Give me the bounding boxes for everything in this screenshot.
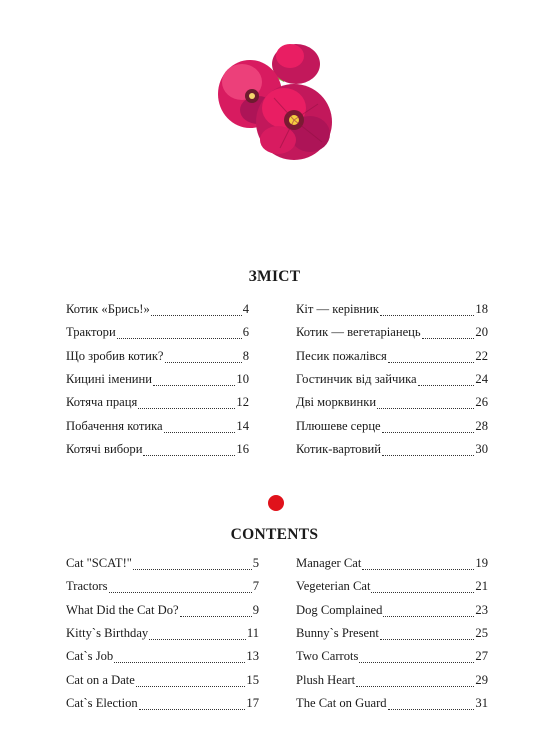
toc-entry-page-number: 24 [475, 371, 488, 386]
toc-entry-title: Котик «Брись!» [66, 302, 150, 316]
toc-entry[interactable] [66, 372, 249, 390]
toc-entry-title: Трактори [66, 325, 116, 340]
toc-entry[interactable] [296, 603, 488, 621]
red-dot-icon [268, 495, 284, 511]
toc-entry-page-number: 5 [252, 556, 259, 570]
toc-entry-page-number: 30 [475, 441, 488, 456]
toc-entry-page-number: 6 [242, 325, 249, 340]
toc-entry-page-number: 15 [246, 672, 259, 687]
toc-entry-page-number: 18 [475, 302, 488, 316]
toc-entry-title: Dog Complained [296, 602, 383, 617]
toc-entry-title: Плюшеве серце [296, 418, 381, 433]
toc-entry-page-number: 7 [252, 579, 259, 594]
dot-leader [138, 407, 235, 409]
dot-leader [359, 661, 474, 663]
toc-entry[interactable] [296, 649, 488, 667]
toc-entry[interactable] [296, 372, 488, 390]
toc-entry[interactable] [66, 556, 259, 574]
toc-entry-title: Котик-вартовий [296, 441, 382, 456]
toc-entry-title: Котяча праця [66, 395, 138, 410]
dot-leader [133, 568, 252, 570]
toc-entry-page-number: 22 [475, 348, 488, 363]
dot-leader [371, 591, 474, 593]
toc-entry-title: Manager Cat [296, 556, 362, 570]
dot-leader [362, 568, 474, 570]
toc-entry-page-number: 28 [475, 418, 488, 433]
toc-entry-title: Песик пожалівся [296, 348, 387, 363]
toc-entry[interactable] [66, 419, 249, 437]
toc-entry-page-number: 8 [242, 348, 249, 363]
toc-entry[interactable] [296, 579, 488, 597]
dot-leader [418, 384, 475, 386]
toc-entry-page-number: 10 [236, 371, 249, 386]
toc-entry-title: Cat on a Date [66, 672, 135, 687]
dot-leader [114, 661, 245, 663]
toc-entry-title: Two Carrots [296, 649, 359, 664]
toc-entry-page-number: 29 [475, 672, 488, 687]
toc-entry-title: Дві морквинки [296, 395, 377, 410]
toc-entry-page-number: 31 [475, 695, 488, 710]
toc-entry-title: Cat "SCAT!" [66, 556, 132, 570]
contents-heading-ukrainian: ЗМІСТ [248, 268, 301, 285]
flower-illustration-icon [214, 38, 336, 166]
dot-leader [377, 407, 474, 409]
dot-leader [382, 454, 474, 456]
toc-entry-title: Кицині іменини [66, 371, 153, 386]
toc-entry-page-number: 14 [236, 418, 249, 433]
toc-entry[interactable] [296, 419, 488, 437]
toc-entry[interactable] [66, 325, 249, 343]
dot-leader [380, 314, 474, 316]
contents-heading-english: CONTENTS [230, 526, 319, 543]
dot-leader [143, 454, 235, 456]
toc-entry[interactable] [296, 556, 488, 574]
toc-entry-title: Кіт — керівник [296, 302, 380, 316]
toc-entry[interactable] [66, 302, 249, 320]
dot-leader [356, 685, 474, 687]
toc-entry-title: Гостинчик від зайчика [296, 371, 417, 386]
dot-leader [388, 708, 475, 710]
dot-leader [164, 431, 236, 433]
toc-entry-title: Побачення котика [66, 418, 163, 433]
dot-leader [422, 337, 475, 339]
toc-entry[interactable] [66, 442, 249, 460]
dot-leader [151, 314, 242, 316]
toc-entry[interactable] [296, 325, 488, 343]
toc-entry-title: Що зробив котик? [66, 348, 164, 363]
toc-entry-page-number: 16 [236, 441, 249, 456]
toc-entry-page-number: 4 [242, 302, 249, 316]
dot-leader [153, 384, 235, 386]
toc-entry-page-number: 27 [475, 649, 488, 664]
toc-entry[interactable] [66, 696, 259, 714]
toc-entry[interactable] [296, 442, 488, 460]
toc-entry-title: Cat`s Election [66, 695, 138, 710]
toc-entry-page-number: 26 [475, 395, 488, 410]
dot-leader [165, 361, 242, 363]
toc-entry-title: Bunny`s Present [296, 625, 379, 640]
toc-entry-page-number: 13 [246, 649, 259, 664]
toc-entry[interactable] [66, 603, 259, 621]
dot-leader [382, 431, 475, 433]
dot-leader [109, 591, 252, 593]
toc-entry[interactable] [296, 395, 488, 413]
toc-entry[interactable] [296, 626, 488, 644]
toc-entry-title: Plush Heart [296, 672, 356, 687]
toc-entry-page-number: 25 [475, 625, 488, 640]
toc-entry[interactable] [66, 579, 259, 597]
toc-entry-page-number: 23 [475, 602, 488, 617]
toc-entry[interactable] [296, 696, 488, 714]
dot-leader [117, 337, 242, 339]
dot-leader [136, 685, 246, 687]
toc-entry[interactable] [296, 673, 488, 691]
dot-leader [149, 638, 246, 640]
toc-entry-page-number: 20 [475, 325, 488, 340]
toc-entry-title: Котячі вибори [66, 441, 143, 456]
dot-leader [139, 708, 246, 710]
toc-entry-page-number: 9 [252, 602, 259, 617]
dot-leader [383, 615, 474, 617]
toc-entry-page-number: 11 [246, 625, 259, 640]
toc-entry-title: Kitty`s Birthday [66, 625, 149, 640]
dot-leader [388, 361, 475, 363]
toc-entry[interactable] [66, 349, 249, 367]
toc-entry-title: The Cat on Guard [296, 695, 387, 710]
toc-entry-title: Котик — вегетаріанець [296, 325, 421, 340]
toc-entry[interactable] [66, 673, 259, 691]
toc-entry-title: Tractors [66, 579, 108, 594]
toc-entry-page-number: 19 [475, 556, 488, 570]
dot-leader [380, 638, 475, 640]
toc-entry[interactable] [296, 349, 488, 367]
toc-entry[interactable] [296, 302, 488, 320]
toc-entry-page-number: 21 [475, 579, 488, 594]
toc-entry-title: Vegeterian Cat [296, 579, 371, 594]
dot-leader [180, 615, 252, 617]
toc-entry[interactable] [66, 649, 259, 667]
toc-entry-title: Cat`s Job [66, 649, 114, 664]
toc-entry-title: What Did the Cat Do? [66, 602, 179, 617]
toc-entry-page-number: 12 [236, 395, 249, 410]
toc-entry-page-number: 17 [246, 695, 259, 710]
toc-entry[interactable] [66, 395, 249, 413]
toc-entry[interactable] [66, 626, 259, 644]
